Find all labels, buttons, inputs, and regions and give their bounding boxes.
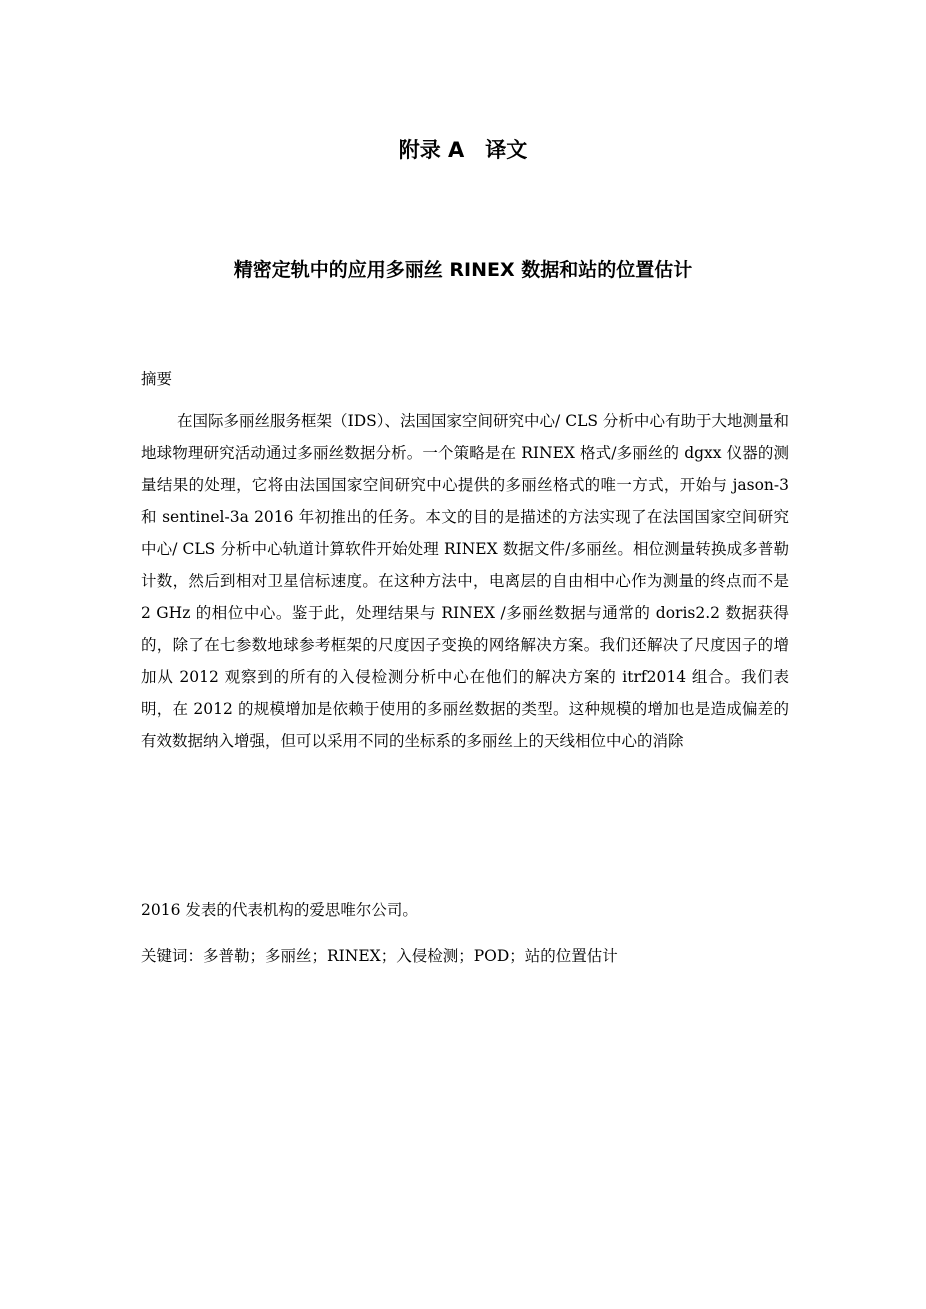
copyright-line: 2016 发表的代表机构的爱思唯尔公司。: [141, 901, 418, 919]
paper-title: 精密定轨中的应用多丽丝 RINEX 数据和站的位置估计: [233, 259, 693, 281]
abstract-heading: 摘要: [141, 370, 173, 388]
appendix-title: 附录 A 译文: [398, 138, 528, 162]
keywords-line: 关键词：多普勒；多丽丝；RINEX；入侵检测；POD；站的位置估计: [141, 947, 618, 965]
abstract-body: 在国际多丽丝服务框架（IDS）、法国国家空间研究中心/ CLS 分析中心有助于大地测量和地球物理研究活动通过多丽丝数据分析。一个策略是在 RINEX 格式/多丽丝的 dgxx 仪器的测量结果的处理，它将由法国国家空间研究中心提供的多丽丝格式的唯一方式，开始与 jason-3 和 sentinel-3a 2016 年初推出的任务。本文的目的是描述的方法实现了在法国国家空间研究中心/ CLS 分析中心轨道计算软件开始处理 RINEX 数据文件/多丽丝。相位测量转换成多普勒计数，然后到相对卫星信标速度。在这种方法中，电离层的自由相中心作为测量的终点而不是 2 GHz 的相位中心。鉴于此，处理结果与 RINEX /多丽丝数据与通常的 doris2.2 数据获得的，除了在七参数地球参考框架的尺度因子变换的网络解决方案。我们还解决了尺度因子的增加从 2012 观察到的所有的入侵检测分析中心在他们的解决方案的 itrf2014 组合。我们表明，在 2012 的规模增加是依赖于使用的多丽丝数据的类型。这种规模的增加也是造成偏差的有效数据纳入增强，但可以采用不同的坐标系的多丽丝上的天线相位中心的消除: [141, 412, 789, 750]
